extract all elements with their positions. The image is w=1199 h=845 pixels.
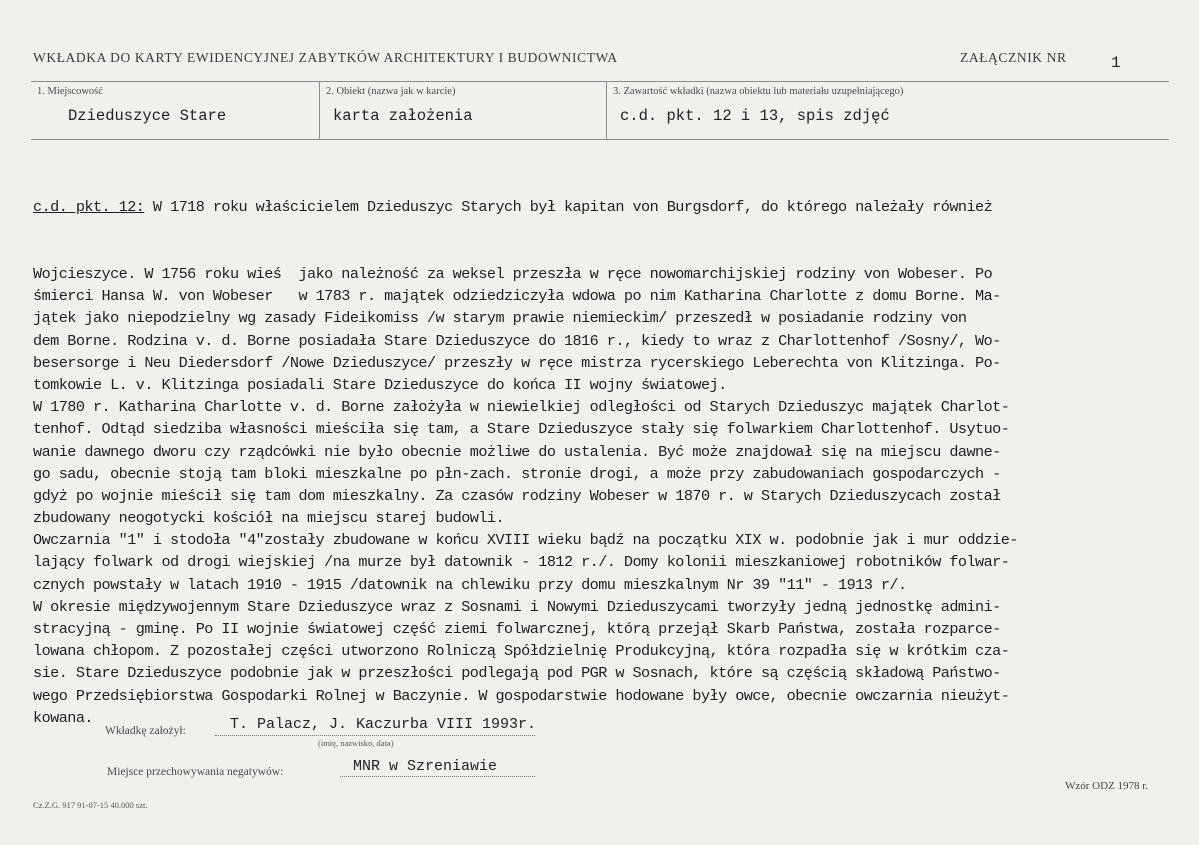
print-code: Cz.Z.G. 917 91-07-15 40.000 szt. bbox=[33, 800, 148, 810]
body-text bbox=[33, 152, 1173, 729]
body-line: Wojcieszyce. W 1756 roku wieś jako należność za weksel przeszła w ręce nowomarchijskiej rodziny von Wobeser. Po bbox=[33, 265, 993, 283]
section-lead: c.d. pkt. 12: bbox=[33, 198, 145, 217]
field-locality bbox=[31, 82, 319, 139]
field-locality-label: 1. Miejscowość bbox=[37, 86, 103, 97]
attachment-number: 1 bbox=[1111, 54, 1121, 72]
form-model: Wzór ODZ 1978 r. bbox=[1065, 780, 1149, 792]
body-line: Owczarnia "1" i stodoła "4"zostały zbudowane w końcu XVIII wieku bądź na początku XIX w. podobnie jak i mur oddzie- bbox=[33, 531, 1018, 550]
body-line: W okresie międzywojennym Stare Dzieduszyce wraz z Sosnami i Nowymi Dzieduszycami tworzyły jedną jednostkę admini- bbox=[33, 597, 1001, 616]
body-line: stracyjną - gminę. Po II wojnie światowej część ziemi folwarcznej, którą przejął Skarb Państwa, została rozparce- bbox=[33, 620, 1001, 638]
body-line: W 1780 r. Katharina Charlotte v. d. Borne założyła w niewielkiej odległości od Starych Dzieduszyc majątek Charlot- bbox=[33, 398, 1010, 417]
body-line: sie. Stare Dzieduszyce podobnie jak w przeszłości podlegają pod PGR w Sosnach, które są częścią składową Państwo- bbox=[33, 664, 1001, 683]
body-line: jątek jako niepodzielny wg zasady Fideikomiss /w starym prawie niemieckim/ przeszedł w posiadanie rodziny von bbox=[33, 309, 967, 328]
body-line: kowana. bbox=[33, 708, 93, 727]
body-line: lający folwark od drogi wiejskiej /na murze był datownik - 1812 r./. Domy kolonii mieszkaniowej robotników folwar- bbox=[33, 553, 1010, 572]
field-object bbox=[319, 82, 606, 139]
body-line: dem Borne. Rodzina v. d. Borne posiadała Stare Dzieduszyce do 1816 r., kiedy to wraz z Charlottenhof /Sosny/, Wo- bbox=[33, 331, 1001, 350]
field-contents-label: 3. Zawartość wkładki (nazwa obiektu lub materiału uzupełniającego) bbox=[613, 86, 904, 97]
body-line: gdyż po wojnie mieścił się tam dom mieszkalny. Za czasów rodziny Wobeser w 1870 r. w Starych Dzieduszycach został bbox=[33, 486, 1001, 505]
body-line: wego Przedsiębiorstwa Gospodarki Rolnej w Baczynie. W gospodarstwie hodowane były owce, obecnie owczarnia nieużyt- bbox=[33, 686, 1010, 705]
author-label: Wkładkę założył: bbox=[105, 725, 186, 737]
author-value: T. Palacz, J. Kaczurba VIII 1993r. bbox=[230, 716, 537, 733]
negatives-dotline bbox=[340, 776, 535, 777]
field-contents bbox=[606, 82, 1169, 139]
body-line: go sadu, obecnie stoją tam bloki mieszkalne po płn-zach. stronie drogi, a może przy zabudowaniach gospodarczych - bbox=[33, 464, 1001, 483]
body-line: tomkowie L. v. Klitzinga posiadali Stare Dzieduszyce do końca II wojny światowej. bbox=[33, 375, 727, 394]
author-hint: (imię, nazwisko, data) bbox=[318, 738, 394, 748]
negatives-value: MNR w Szreniawie bbox=[353, 758, 498, 775]
body-line: cznych powstały w latach 1910 - 1915 /datownik na chlewiku przy domu mieszkalnym Nr 39 "11" - 1913 r/. bbox=[33, 575, 907, 594]
body-line-text: W 1718 roku właścicielem Dzieduszyc Starych był kapitan von Burgsdorf, do którego należały również bbox=[144, 198, 993, 217]
field-object-value: karta założenia bbox=[333, 107, 473, 125]
field-locality-value: Dzieduszyce Stare bbox=[68, 107, 227, 125]
author-dotline bbox=[215, 735, 535, 736]
header-fields bbox=[31, 81, 1169, 140]
attachment-label: ZAŁĄCZNIK NR bbox=[960, 50, 1067, 65]
body-line: lowana chłopom. Z pozostałej części utworzono Rolniczą Spółdzielnię Produkcyjną, która rozpadła się w krótkim cza- bbox=[33, 642, 1010, 661]
body-line: wanie dawnego dworu czy rządcówki nie było obecnie możliwe do ustalenia. Być może znajdował się na miejscu dawne- bbox=[33, 442, 1001, 461]
body-line bbox=[33, 196, 1173, 218]
card-title: WKŁADKA DO KARTY EWIDENCYJNEJ ZABYTKÓW ARCHITEKTURY I BUDOWNICTWA bbox=[33, 50, 618, 65]
field-contents-value: c.d. pkt. 12 i 13, spis zdjęć bbox=[620, 107, 890, 125]
body-line: zbudowany neogotycki kościół na miejscu starej budowli. bbox=[33, 509, 505, 528]
body-line: besersorge i Neu Diedersdorf /Nowe Dzieduszyce/ przeszły w ręce mistrza rycerskiego Leberechta von Klitzinga. Po- bbox=[33, 353, 1001, 372]
negatives-label: Miejsce przechowywania negatywów: bbox=[107, 766, 284, 778]
body-line: tenhof. Odtąd siedziba własności mieściła się tam, a Stare Dzieduszyce stały się folwarkiem Charlottenhof. Usytuo- bbox=[33, 420, 1010, 439]
body-line: śmierci Hansa W. von Wobeser w 1783 r. majątek odziedziczyła wdowa po nim Katharina Charlotte z domu Borne. Ma- bbox=[33, 287, 1001, 306]
field-object-label: 2. Obiekt (nazwa jak w karcie) bbox=[326, 86, 456, 97]
